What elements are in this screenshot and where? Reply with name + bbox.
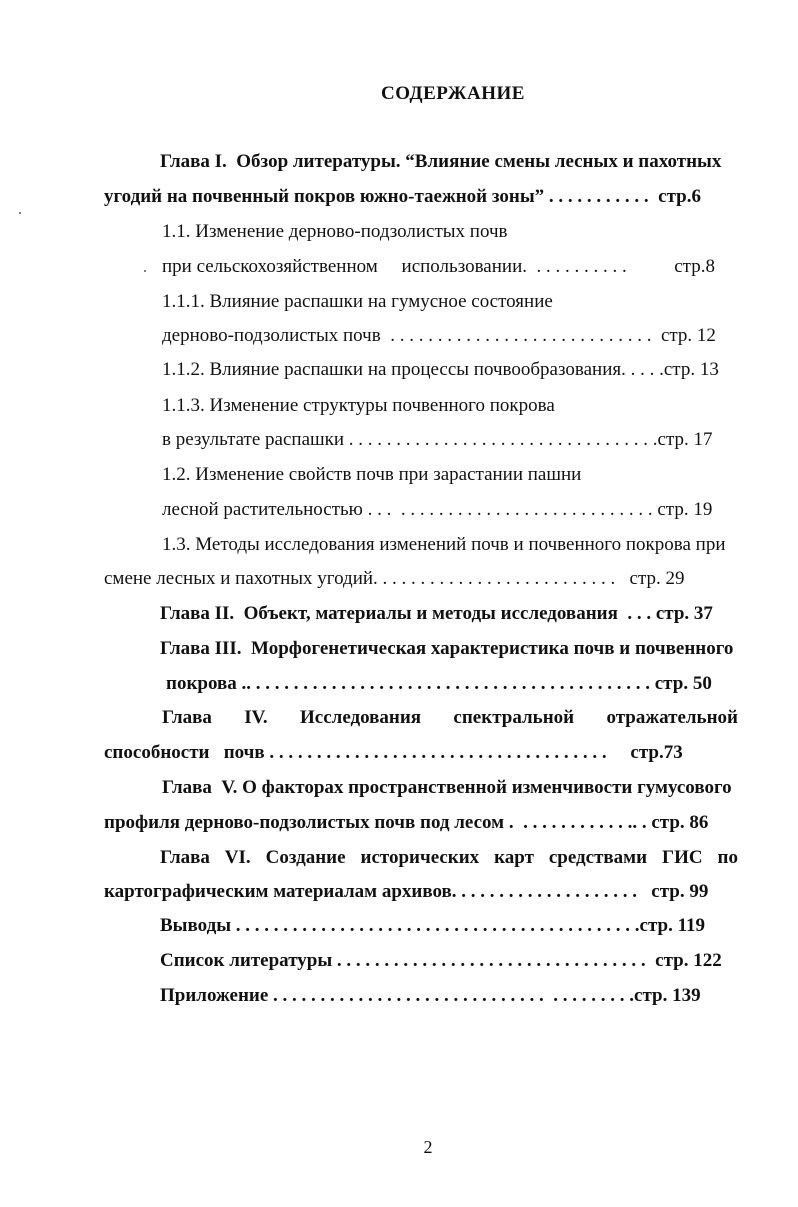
toc-s111-line2: дерново-подзолистых почв . . . . . . . . . . . . . . . . . . . . . . . . . . . . стр. 12 bbox=[162, 325, 716, 346]
toc-ch1-line2: угодий на почвенный покров южно-таежной зоны” . . . . . . . . . . . стр.6 bbox=[104, 186, 701, 207]
toc-ch5-line2: профиля дерново-подзолистых почв под лесом . . . . . . . . . . . . .. . стр. 86 bbox=[104, 812, 709, 833]
toc-ch6-line2: картографическим материалам архивов. . . . . . . . . . . . . . . . . . . . стр. 99 bbox=[104, 881, 709, 902]
toc-appendix: Приложение . . . . . . . . . . . . . . . . . . . . . . . . . . . . . . . . . . . . . .стр. 139 bbox=[160, 985, 701, 1006]
toc-ch3-line1: Глава III. Морфогенетическая характеристика почв и почвенного bbox=[160, 638, 734, 659]
toc-s113-line2: в результате распашки . . . . . . . . . . . . . . . . . . . . . . . . . . . . . . . . .стр. 17 bbox=[162, 429, 713, 450]
toc-s12-line1: 1.2. Изменение свойств почв при зарастании пашни bbox=[162, 464, 582, 485]
toc-references: Список литературы . . . . . . . . . . . . . . . . . . . . . . . . . . . . . . . . . стр. 122 bbox=[160, 950, 722, 971]
toc-conclusions: Выводы . . . . . . . . . . . . . . . . . . . . . . . . . . . . . . . . . . . . . . . . . . .стр. 119 bbox=[160, 915, 706, 936]
toc-ch3-line2: покрова .. . . . . . . . . . . . . . . . . . . . . . . . . . . . . . . . . . . . . . . . . . . стр. 50 bbox=[166, 673, 712, 694]
toc-ch4-line1: Глава IV. Исследования спектральной отражательной bbox=[162, 707, 738, 728]
toc-ch6-line1: Глава VI. Создание исторических карт средствами ГИС по bbox=[160, 847, 738, 868]
toc-s11-line2: при сельскохозяйственном использовании. . . . . . . . . . . стр.8 bbox=[162, 256, 715, 277]
toc-ch5-line1: Глава V. О факторах пространственной изменчивости гумусового bbox=[162, 777, 732, 798]
toc-s11-line1: 1.1. Изменение дерново-подзолистых почв bbox=[162, 221, 508, 242]
scan-speck bbox=[144, 270, 146, 272]
toc-s111-line1: 1.1.1. Влияние распашки на гумусное состояние bbox=[162, 291, 553, 312]
toc-s113-line1: 1.1.3. Изменение структуры почвенного покрова bbox=[162, 395, 555, 416]
scan-speck bbox=[19, 212, 21, 214]
toc-s13-line2: смене лесных и пахотных угодий. . . . . . . . . . . . . . . . . . . . . . . . . . стр. 29 bbox=[104, 568, 685, 589]
toc-s13-line1: 1.3. Методы исследования изменений почв и почвенного покрова при bbox=[162, 534, 726, 555]
page-number: 2 bbox=[423, 1137, 433, 1157]
toc-ch1-line1: Глава I. Обзор литературы. “Влияние смены лесных и пахотных bbox=[160, 151, 722, 172]
toc-ch2-line1: Глава II. Объект, материалы и методы исследования . . . стр. 37 bbox=[160, 603, 713, 624]
toc-s12-line2: лесной растительностью . . . . . . . . . . . . . . . . . . . . . . . . . . . . . . стр. 19 bbox=[162, 499, 713, 520]
toc-s112-line1: 1.1.2. Влияние распашки на процессы почвообразования. . . . .стр. 13 bbox=[162, 359, 719, 380]
toc-ch4-line2: способности почв . . . . . . . . . . . . . . . . . . . . . . . . . . . . . . . . . . . . стр.73 bbox=[104, 742, 683, 763]
page-title: СОДЕРЖАНИЕ bbox=[381, 83, 525, 104]
